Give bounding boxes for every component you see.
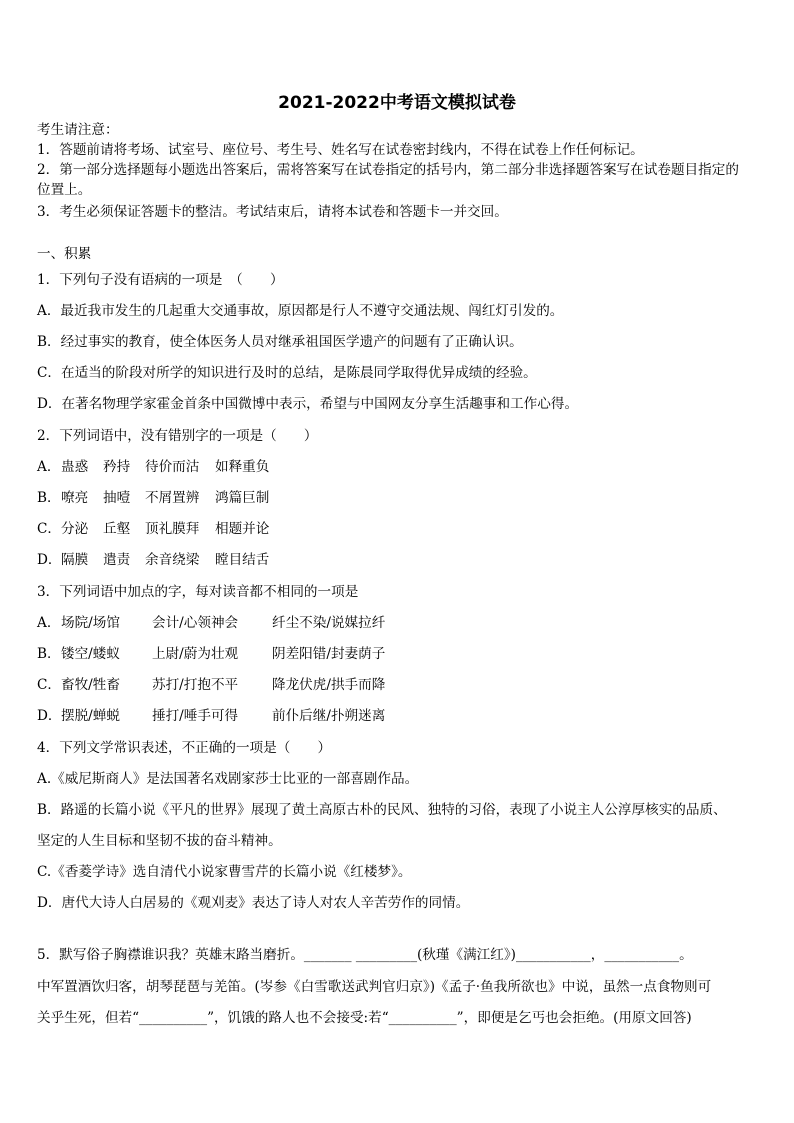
- option-word: 镂空/蝼蚁: [61, 646, 120, 662]
- option-word: 相题并论: [215, 521, 270, 537]
- question-1-option-a: A．最近我市发生的几起重大交通事故，原因都是行人不遵守交通法规、闯红灯引发的。: [37, 303, 564, 319]
- option-word: 降龙伏虎/拱手而降: [272, 677, 386, 693]
- question-4-option-b-cont: 坚定的人生目标和坚韧不拔的奋斗精神。: [37, 833, 282, 849]
- option-word: 丘壑: [103, 521, 131, 537]
- option-word: 苏打/打抱不平: [152, 677, 239, 693]
- option-word: 嘹亮: [61, 490, 89, 506]
- option-word: 鸿篇巨制: [215, 490, 270, 506]
- question-5-line: 5．默写俗子胸襟谁识我？英雄末路当磨折。_______ _________(秋瑾《满江红》)___________，___________。: [37, 947, 693, 963]
- option-word: 瞠目结舌: [215, 552, 270, 568]
- question-1-option-d: D．在著名物理学家霍金首条中国微博中表示，希望与中国网友分享生活趣事和工作心得。: [37, 396, 579, 412]
- option-letter: D．: [37, 552, 62, 568]
- option-word: 矜持: [103, 459, 131, 475]
- option-word: 隔膜: [61, 552, 89, 568]
- question-4-option-a: A.《威尼斯商人》是法国著名戏剧家莎士比亚的一部喜剧作品。: [37, 771, 419, 787]
- option-word: 如释重负: [215, 459, 270, 475]
- option-word: 分泌: [61, 521, 89, 537]
- page-title: 2021-2022中考语文模拟试卷: [278, 93, 516, 113]
- option-word: 前仆后继/扑朔迷离: [272, 708, 386, 724]
- notice-item: 3．考生必须保证答题卡的整洁。考试结束后，请将本试卷和答题卡一并交回。: [37, 204, 508, 220]
- option-word: 顶礼膜拜: [145, 521, 200, 537]
- option-word: 阴差阳错/封妻荫子: [272, 646, 386, 662]
- question-5-line: 中军置酒饮归客，胡琴琵琶与羌笛。(岑参《白雪歌送武判官归京》)《孟子·鱼我所欲也》中说，虽然一点食物则可: [37, 979, 712, 995]
- option-letter: D．: [37, 708, 62, 724]
- question-4-option-c: C.《香菱学诗》选自清代小说家曹雪芹的长篇小说《红楼梦》。: [37, 864, 412, 880]
- question-4-option-d: D．唐代大诗人白居易的《观刈麦》表达了诗人对农人辛苦劳作的同情。: [37, 895, 470, 911]
- notice-item: 2．第一部分选择题每小题选出答案后，需将答案写在试卷指定的括号内，第二部分非选择题答案写在试卷题目指定的: [37, 162, 739, 178]
- question-1-option-b: B．经过事实的教育，使全体医务人员对继承祖国医学遗产的问题有了正确认识。: [37, 334, 523, 350]
- option-letter: C．: [37, 521, 61, 537]
- option-letter: A．: [37, 615, 61, 631]
- option-word: 待价而沽: [145, 459, 200, 475]
- option-word: 会计/心领神会: [152, 615, 239, 631]
- option-word: 摆脱/蝉蜕: [61, 708, 120, 724]
- question-4-stem: 4．下列文学常识表述，不正确的一项是（ ）: [37, 740, 332, 756]
- option-word: 捶打/唾手可得: [152, 708, 239, 724]
- option-letter: C．: [37, 677, 61, 693]
- section-heading: 一、积累: [37, 246, 92, 262]
- notice-item: 位置上。: [37, 182, 92, 198]
- option-word: 遣责: [103, 552, 131, 568]
- notice-heading: 考生请注意：: [37, 122, 119, 138]
- option-word: 上尉/蔚为壮观: [152, 646, 239, 662]
- option-letter: B．: [37, 490, 61, 506]
- question-5-line: 关乎生死，但若“__________”，饥饿的路人也不会接受:若“__________”，即便是乞丐也会拒绝。(用原文回答): [37, 1010, 692, 1026]
- question-4-option-b: B．路遥的长篇小说《平凡的世界》展现了黄土高原古朴的民风、独特的习俗，表现了小说主人公淳厚核实的品质、: [37, 802, 727, 818]
- option-word: 纤尘不染/说媒拉纤: [272, 615, 386, 631]
- option-word: 蛊惑: [61, 459, 89, 475]
- notice-item: 1．答题前请将考场、试室号、座位号、考生号、姓名写在试卷密封线内，不得在试卷上作任何标记。: [37, 142, 644, 158]
- option-word: 畜牧/牲畜: [61, 677, 120, 693]
- question-2-stem: 2．下列词语中，没有错别字的一项是（ ）: [37, 428, 318, 444]
- option-letter: A．: [37, 459, 61, 475]
- option-letter: B．: [37, 646, 61, 662]
- question-3-stem: 3．下列词语中加点的字，每对读音都不相同的一项是: [37, 584, 359, 600]
- option-word: 场院/场馆: [61, 615, 120, 631]
- option-word: 余音绕梁: [145, 552, 200, 568]
- question-1-option-c: C．在适当的阶段对所学的知识进行及时的总结，是陈晨同学取得优异成绩的经验。: [37, 365, 537, 381]
- option-word: 不屑置辨: [145, 490, 200, 506]
- option-word: 抽噎: [103, 490, 131, 506]
- question-1-stem: 1．下列句子没有语病的一项是 （ ）: [37, 272, 284, 288]
